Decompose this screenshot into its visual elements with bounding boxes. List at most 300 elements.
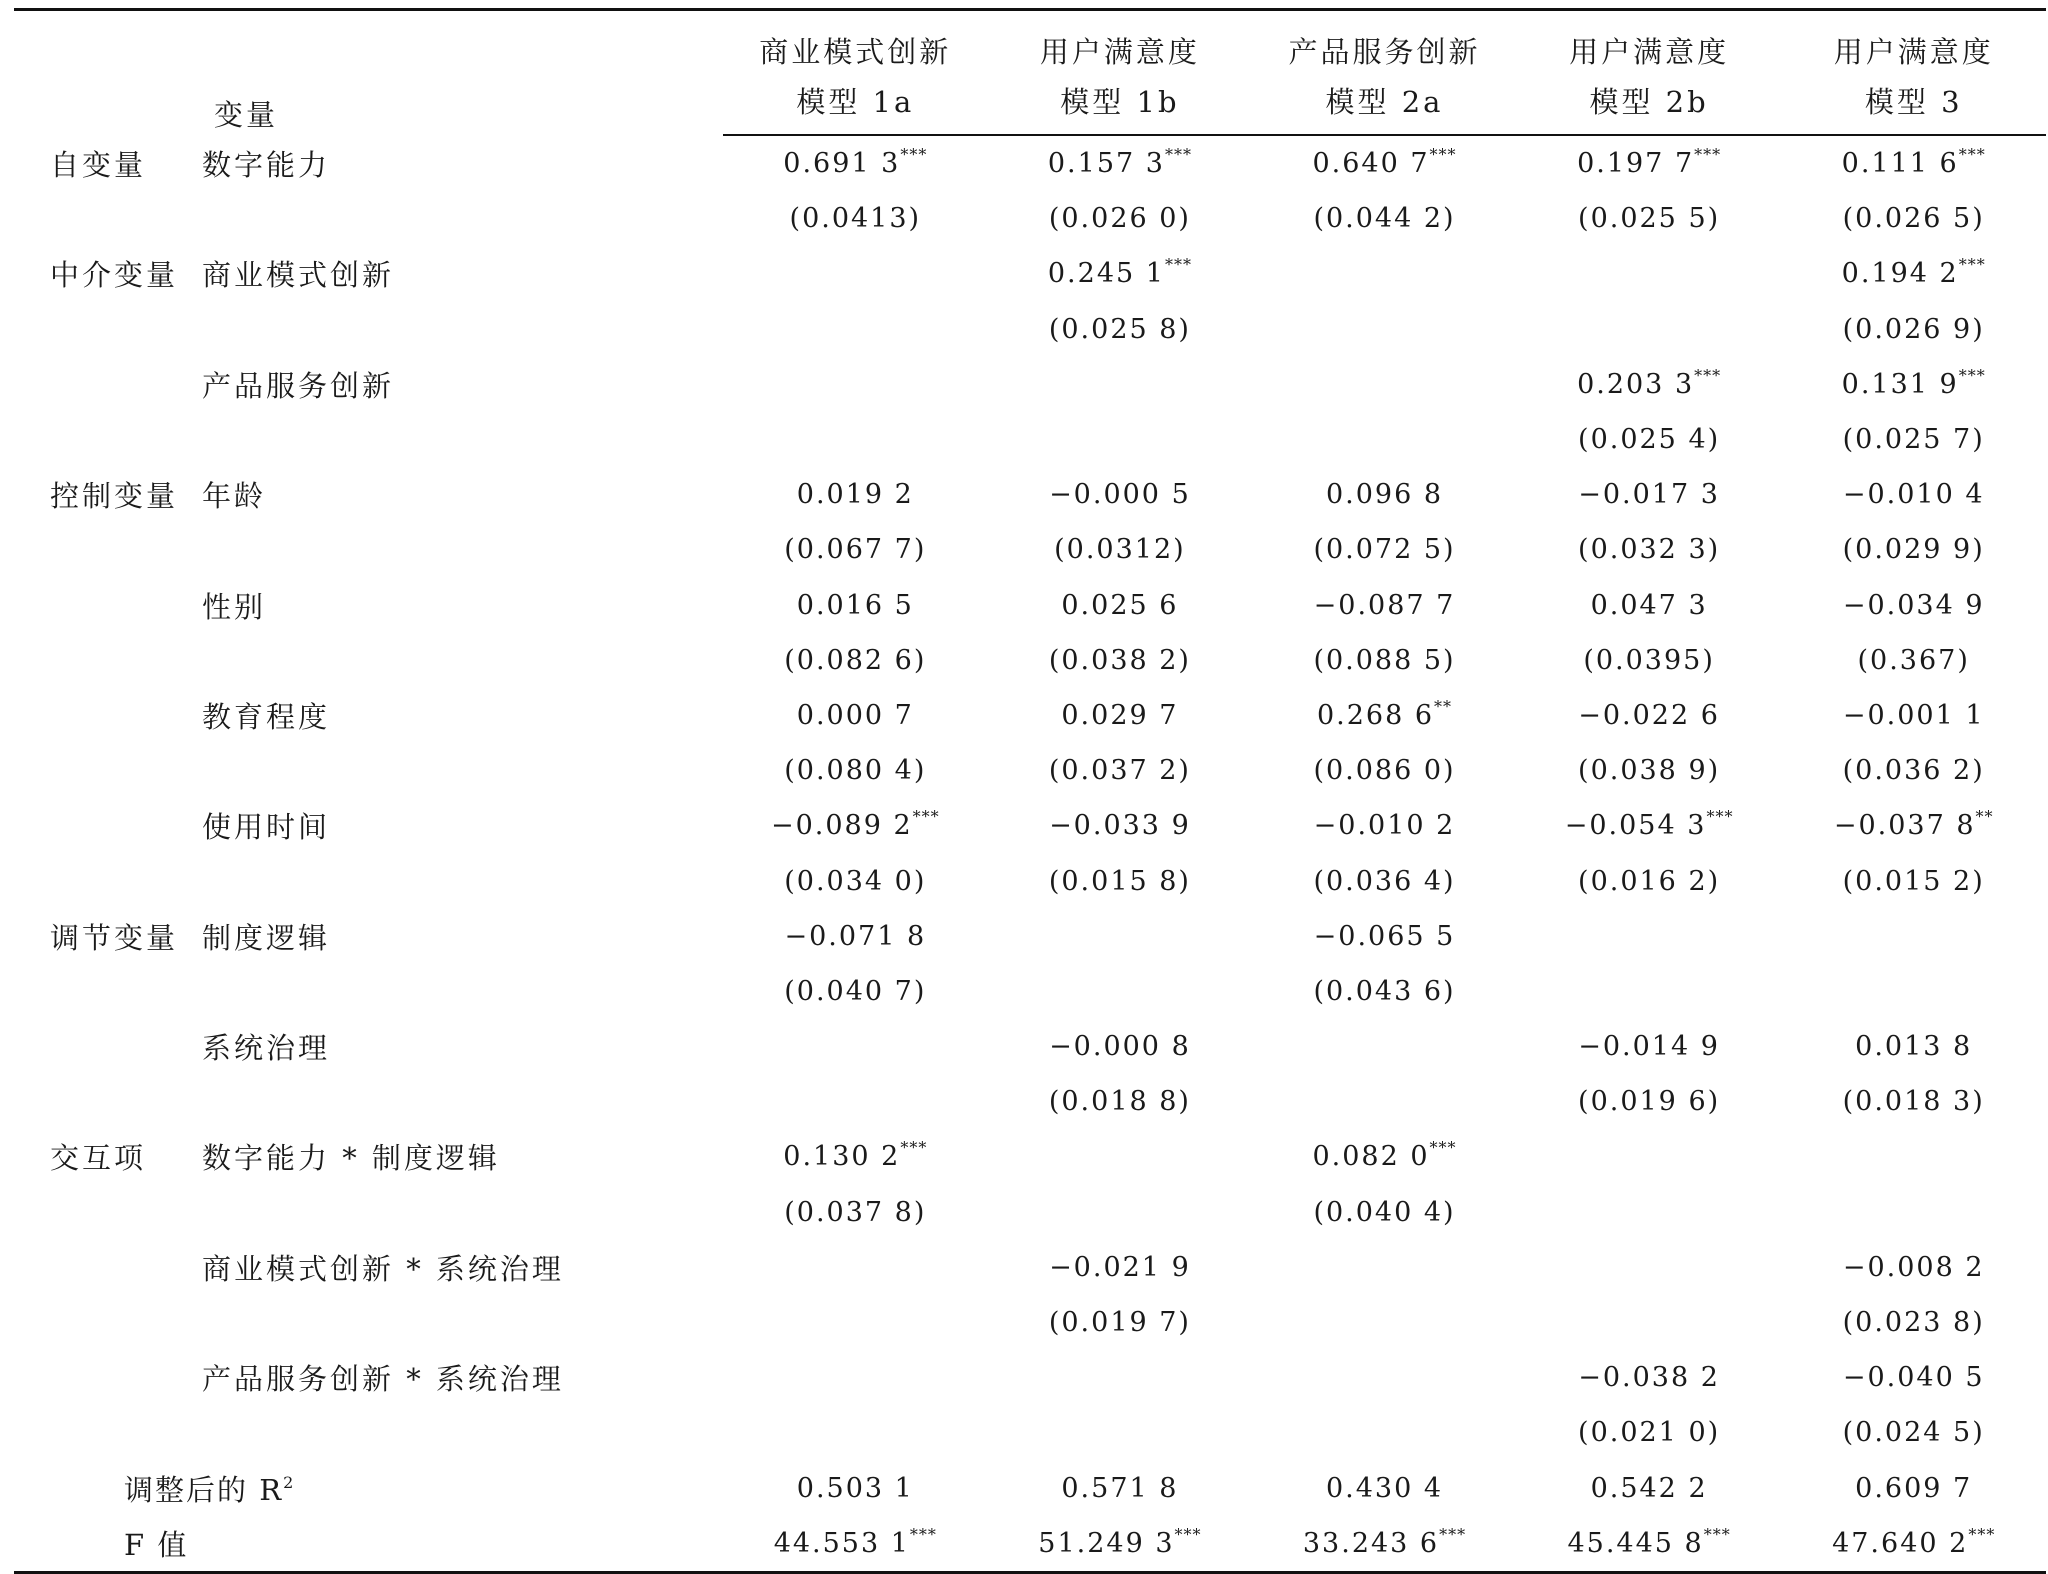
- coefficient-cell-text: −0.001 1: [1842, 699, 1985, 731]
- model-stat-value-text: 51.249 3: [1038, 1527, 1175, 1559]
- standard-error-cell-text: (0.029 9): [1842, 534, 1985, 566]
- coefficient-cell: [988, 246, 1253, 301]
- standard-error-cell: [723, 302, 988, 357]
- coefficient-cell-text: 0.025 6: [1061, 589, 1179, 621]
- significance-stars: **: [1975, 807, 1994, 827]
- standard-error-cell-text: (0.021 0): [1578, 1417, 1721, 1449]
- coefficient-cell: [723, 798, 988, 853]
- standard-error-cell-text: (0.082 6): [784, 644, 927, 676]
- empty-cell: [202, 1405, 723, 1460]
- variable-category: [14, 1129, 202, 1184]
- standard-error-cell: [1781, 302, 2046, 357]
- standard-error-cell-text: (0.032 3): [1578, 534, 1721, 566]
- standard-error-cell: [1781, 191, 2046, 246]
- model-stat-value-text: 0.430 4: [1325, 1472, 1444, 1504]
- empty-cell: [202, 1295, 723, 1350]
- coefficient-cell: [1781, 1019, 2046, 1074]
- model-stat-value: [1252, 1516, 1517, 1573]
- coefficient-cell-text: 0.029 7: [1061, 699, 1179, 731]
- standard-error-cell-text: (0.034 0): [784, 865, 927, 897]
- coefficient-row: [14, 246, 2046, 301]
- coefficient-cell: [723, 467, 988, 522]
- variable-category: [14, 1350, 202, 1405]
- empty-cell: [202, 633, 723, 688]
- standard-error-cell: [988, 1405, 1253, 1460]
- empty-cell: [14, 412, 202, 467]
- standard-error-cell-text: (0.025 4): [1578, 424, 1721, 456]
- coefficient-row: [14, 1019, 2046, 1074]
- coefficient-cell: [723, 1350, 988, 1405]
- coefficient-cell-text: 0.000 7: [796, 699, 914, 731]
- standard-error-cell: [1252, 1074, 1517, 1129]
- significance-stars: ***: [1174, 1524, 1202, 1544]
- variable-category-text: 中介变量: [50, 258, 179, 293]
- standard-error-row: [14, 302, 2046, 357]
- standard-error-cell: [1781, 1185, 2046, 1240]
- empty-cell: [202, 964, 723, 1019]
- standard-error-cell: [1781, 1074, 2046, 1129]
- coefficient-cell-text: −0.054 3: [1564, 810, 1707, 842]
- standard-error-cell: [988, 191, 1253, 246]
- coefficient-cell-text: −0.022 6: [1578, 699, 1720, 731]
- model-stat-label-text: 调整后的 R: [124, 1472, 284, 1507]
- standard-error-cell: [723, 964, 988, 1019]
- coefficient-row: [14, 1129, 2046, 1184]
- variable-category: [14, 909, 202, 964]
- standard-error-cell-text: (0.0413): [789, 203, 922, 235]
- variable-category: [14, 798, 202, 853]
- model-header: 模型 3: [1781, 72, 2046, 135]
- standard-error-cell: [1252, 1185, 1517, 1240]
- standard-error-cell: [988, 1185, 1253, 1240]
- coefficient-cell-text: 0.096 8: [1325, 479, 1444, 511]
- variable-name: [202, 1129, 723, 1184]
- standard-error-row: [14, 633, 2046, 688]
- standard-error-cell: [1252, 1295, 1517, 1350]
- coefficient-cell: [988, 467, 1253, 522]
- variable-name-text: 制度逻辑: [202, 920, 331, 955]
- significance-stars: ***: [1706, 807, 1734, 827]
- standard-error-cell-text: (0.067 7): [784, 534, 927, 566]
- standard-error-row: [14, 1295, 2046, 1350]
- coefficient-cell: [988, 357, 1253, 412]
- variable-name-text: 数字能力 * 制度逻辑: [202, 1141, 500, 1176]
- standard-error-cell: [988, 743, 1253, 798]
- standard-error-cell: [1781, 633, 2046, 688]
- coefficient-cell: [1252, 578, 1517, 633]
- standard-error-cell: [988, 1295, 1253, 1350]
- empty-cell: [202, 853, 723, 908]
- coefficient-cell: [1252, 246, 1517, 301]
- variable-category: [14, 1019, 202, 1074]
- empty-cell: [14, 191, 202, 246]
- variable-name: [202, 467, 723, 522]
- model-stat-value-text: 0.542 2: [1590, 1472, 1708, 1504]
- variable-category-text: 自变量: [50, 147, 147, 182]
- coefficient-cell-text: 0.157 3: [1047, 148, 1165, 180]
- model-stat-label: [14, 1516, 723, 1573]
- standard-error-cell-text: (0.024 5): [1842, 1417, 1985, 1449]
- standard-error-cell-text: (0.026 0): [1048, 203, 1191, 235]
- coefficient-cell: [1781, 1129, 2046, 1184]
- standard-error-cell: [1517, 522, 1782, 577]
- significance-stars: ***: [912, 807, 940, 827]
- standard-error-cell: [1252, 633, 1517, 688]
- variable-category-text: 调节变量: [50, 920, 179, 955]
- significance-stars: ***: [1694, 365, 1722, 385]
- standard-error-cell: [1517, 853, 1782, 908]
- variable-name-text: 性别: [202, 589, 267, 624]
- standard-error-cell-text: (0.043 6): [1313, 975, 1456, 1007]
- standard-error-cell: [988, 1074, 1253, 1129]
- coefficient-cell: [988, 1350, 1253, 1405]
- coefficient-cell-text: 0.047 3: [1590, 589, 1708, 621]
- empty-cell: [14, 302, 202, 357]
- coefficient-cell: [1252, 798, 1517, 853]
- dependent-variable-header: 产品服务创新: [1252, 10, 1517, 73]
- coefficient-cell: [1252, 1019, 1517, 1074]
- variable-name-text: 商业模式创新: [202, 258, 395, 293]
- variable-name: [202, 1019, 723, 1074]
- coefficient-cell: [988, 798, 1253, 853]
- variable-name-text: 年龄: [202, 479, 267, 514]
- empty-cell: [14, 522, 202, 577]
- coefficient-cell: [1252, 357, 1517, 412]
- standard-error-cell-text: (0.026 5): [1842, 203, 1985, 235]
- coefficient-cell-text: 0.268 6: [1316, 699, 1435, 731]
- empty-cell: [202, 1074, 723, 1129]
- standard-error-cell: [1517, 191, 1782, 246]
- model-stat-value: [723, 1461, 988, 1516]
- model-stat-value: [1781, 1516, 2046, 1573]
- coefficient-cell: [1517, 135, 1782, 191]
- coefficient-cell: [1781, 467, 2046, 522]
- standard-error-cell-text: (0.038 2): [1048, 644, 1191, 676]
- standard-error-cell: [1781, 1295, 2046, 1350]
- standard-error-cell: [1517, 1185, 1782, 1240]
- standard-error-cell: [1252, 743, 1517, 798]
- coefficient-row: [14, 135, 2046, 191]
- empty-cell: [14, 853, 202, 908]
- coefficient-cell: [723, 688, 988, 743]
- significance-stars: ***: [1694, 145, 1722, 165]
- empty-cell: [14, 743, 202, 798]
- variable-category-text: 控制变量: [50, 479, 179, 514]
- standard-error-cell: [1252, 964, 1517, 1019]
- coefficient-cell-text: 0.082 0: [1312, 1141, 1430, 1173]
- significance-stars: ***: [1958, 365, 1986, 385]
- standard-error-cell: [1517, 1074, 1782, 1129]
- coefficient-cell: [1252, 688, 1517, 743]
- significance-stars: ***: [1429, 1138, 1457, 1158]
- coefficient-cell: [988, 135, 1253, 191]
- standard-error-cell-text: (0.015 8): [1048, 865, 1191, 897]
- coefficient-cell: [723, 909, 988, 964]
- coefficient-row: [14, 1240, 2046, 1295]
- model-header: 模型 2a: [1252, 72, 1517, 135]
- standard-error-cell-text: (0.023 8): [1842, 1307, 1985, 1339]
- empty-cell: [14, 1074, 202, 1129]
- coefficient-cell-text: −0.065 5: [1313, 920, 1456, 952]
- coefficient-cell: [1252, 1240, 1517, 1295]
- model-stat-value: [988, 1461, 1253, 1516]
- significance-stars: ***: [1703, 1524, 1731, 1544]
- dependent-variable-header: 用户满意度: [1517, 10, 1782, 73]
- coefficient-cell-text: −0.014 9: [1578, 1031, 1720, 1063]
- coefficient-cell-text: −0.000 8: [1049, 1031, 1191, 1063]
- variable-name: [202, 578, 723, 633]
- coefficient-cell-text: 0.691 3: [783, 148, 901, 180]
- standard-error-cell-text: (0.367): [1857, 644, 1970, 676]
- standard-error-cell: [988, 412, 1253, 467]
- standard-error-cell-text: (0.086 0): [1313, 755, 1456, 787]
- coefficient-cell: [1517, 798, 1782, 853]
- coefficient-cell-text: 0.013 8: [1855, 1031, 1973, 1063]
- variable-name: [202, 688, 723, 743]
- variable-name: [202, 1240, 723, 1295]
- standard-error-cell: [723, 412, 988, 467]
- variable-name: [202, 798, 723, 853]
- significance-stars: ***: [900, 145, 928, 165]
- variable-name-text: 产品服务创新: [202, 368, 395, 403]
- coefficient-cell-text: −0.038 2: [1578, 1362, 1720, 1394]
- coefficient-cell: [1517, 909, 1782, 964]
- standard-error-row: [14, 191, 2046, 246]
- coefficient-cell: [1781, 688, 2046, 743]
- standard-error-cell: [723, 1295, 988, 1350]
- standard-error-cell: [988, 964, 1253, 1019]
- coefficient-cell: [1517, 1019, 1782, 1074]
- coefficient-cell: [1517, 688, 1782, 743]
- coefficient-cell: [988, 1240, 1253, 1295]
- coefficient-cell: [988, 688, 1253, 743]
- variable-name-text: 系统治理: [202, 1031, 331, 1066]
- variable-name: [202, 1350, 723, 1405]
- standard-error-cell: [723, 1405, 988, 1460]
- model-header: 模型 1b: [988, 72, 1253, 135]
- model-stat-label-text: F 值: [124, 1527, 189, 1562]
- standard-error-cell-text: (0.038 9): [1578, 755, 1721, 787]
- standard-error-cell-text: (0.018 8): [1048, 1086, 1191, 1118]
- empty-cell: [202, 191, 723, 246]
- coefficient-cell-text: −0.071 8: [784, 920, 927, 952]
- coefficient-cell-text: −0.010 2: [1313, 810, 1456, 842]
- coefficient-cell-text: 0.131 9: [1841, 368, 1959, 400]
- coefficient-cell: [1517, 357, 1782, 412]
- coefficient-cell: [1517, 1240, 1782, 1295]
- regression-table: [14, 8, 2046, 1574]
- model-stat-value-text: 0.503 1: [796, 1472, 914, 1504]
- standard-error-cell: [988, 633, 1253, 688]
- dependent-variable-header: 用户满意度: [988, 10, 1253, 73]
- variable-name-text: 使用时间: [202, 810, 331, 845]
- coefficient-cell: [1781, 1240, 2046, 1295]
- coefficient-row: [14, 798, 2046, 853]
- coefficient-cell: [1252, 135, 1517, 191]
- variable-name: [202, 135, 723, 191]
- standard-error-cell: [1252, 522, 1517, 577]
- coefficient-cell: [988, 578, 1253, 633]
- standard-error-cell-text: (0.025 7): [1842, 424, 1985, 456]
- table-body: [14, 135, 2046, 1572]
- model-stat-value: [1781, 1461, 2046, 1516]
- standard-error-cell: [1252, 1405, 1517, 1460]
- empty-cell: [202, 743, 723, 798]
- coefficient-cell: [1781, 246, 2046, 301]
- coefficient-cell: [988, 1019, 1253, 1074]
- variable-name: [202, 909, 723, 964]
- coefficient-cell: [1517, 578, 1782, 633]
- variable-name-text: 商业模式创新 * 系统治理: [202, 1251, 564, 1286]
- coefficient-row: [14, 688, 2046, 743]
- model-stat-value: [988, 1516, 1253, 1573]
- standard-error-cell: [1517, 412, 1782, 467]
- coefficient-cell: [1517, 467, 1782, 522]
- coefficient-row: [14, 578, 2046, 633]
- variable-category-text: 交互项: [50, 1141, 147, 1176]
- significance-stars: ***: [1439, 1524, 1467, 1544]
- significance-stars: ***: [1164, 145, 1192, 165]
- coefficient-row: [14, 357, 2046, 412]
- standard-error-cell-text: (0.019 7): [1048, 1307, 1191, 1339]
- coefficient-row: [14, 1350, 2046, 1405]
- coefficient-cell-text: −0.033 9: [1049, 810, 1191, 842]
- standard-error-cell-text: (0.0395): [1583, 644, 1715, 676]
- model-header: 模型 1a: [723, 72, 988, 135]
- coefficient-cell: [1781, 798, 2046, 853]
- standard-error-cell: [1781, 964, 2046, 1019]
- coefficient-cell-text: −0.010 4: [1842, 479, 1985, 511]
- standard-error-cell-text: (0.018 3): [1842, 1086, 1985, 1118]
- model-stat-value: [1517, 1516, 1782, 1573]
- model-stat-value: [1517, 1461, 1782, 1516]
- standard-error-cell-text: (0.072 5): [1313, 534, 1456, 566]
- coefficient-cell-text: 0.203 3: [1577, 368, 1695, 400]
- standard-error-cell-text: (0.044 2): [1313, 203, 1456, 235]
- standard-error-row: [14, 853, 2046, 908]
- coefficient-cell: [723, 1019, 988, 1074]
- significance-stars: ***: [900, 1138, 928, 1158]
- standard-error-cell: [1517, 1295, 1782, 1350]
- coefficient-cell: [723, 246, 988, 301]
- standard-error-cell: [1252, 412, 1517, 467]
- standard-error-cell-text: (0.037 8): [784, 1196, 927, 1228]
- coefficient-cell-text: 0.640 7: [1312, 148, 1430, 180]
- coefficient-cell: [1517, 246, 1782, 301]
- table-header: [14, 10, 2046, 136]
- standard-error-cell: [1517, 633, 1782, 688]
- coefficient-cell-text: 0.019 2: [796, 479, 914, 511]
- empty-cell: [14, 964, 202, 1019]
- standard-error-cell-text: (0.019 6): [1578, 1086, 1721, 1118]
- standard-error-cell: [1781, 1405, 2046, 1460]
- standard-error-cell: [1252, 191, 1517, 246]
- standard-error-cell-text: (0.0312): [1054, 534, 1186, 566]
- coefficient-row: [14, 467, 2046, 522]
- dependent-variable-header: 用户满意度: [1781, 10, 2046, 73]
- coefficient-cell: [1781, 1350, 2046, 1405]
- significance-stars: ***: [1958, 255, 1986, 275]
- model-stat-value: [1252, 1461, 1517, 1516]
- coefficient-cell-text: −0.000 5: [1049, 479, 1191, 511]
- coefficient-cell: [1252, 467, 1517, 522]
- coefficient-cell: [1252, 1350, 1517, 1405]
- coefficient-cell: [723, 357, 988, 412]
- standard-error-cell-text: (0.025 5): [1578, 203, 1721, 235]
- standard-error-cell: [1517, 964, 1782, 1019]
- coefficient-cell-text: −0.034 9: [1842, 589, 1985, 621]
- standard-error-cell-text: (0.037 2): [1048, 755, 1191, 787]
- standard-error-cell-text: (0.040 7): [784, 975, 927, 1007]
- variable-name-text: 数字能力: [202, 147, 331, 182]
- standard-error-cell: [723, 1074, 988, 1129]
- significance-stars: ***: [1958, 145, 1986, 165]
- standard-error-cell: [1517, 743, 1782, 798]
- model-stat-value-text: 44.553 1: [773, 1527, 910, 1559]
- standard-error-cell-text: (0.026 9): [1842, 313, 1985, 345]
- standard-error-row: [14, 1185, 2046, 1240]
- empty-cell: [14, 1295, 202, 1350]
- standard-error-cell: [1517, 302, 1782, 357]
- standard-error-cell: [988, 853, 1253, 908]
- empty-cell: [202, 1185, 723, 1240]
- standard-error-cell: [723, 633, 988, 688]
- standard-error-cell: [1517, 1405, 1782, 1460]
- coefficient-cell: [1781, 135, 2046, 191]
- significance-stars: ***: [1164, 255, 1192, 275]
- variable-category: [14, 135, 202, 191]
- significance-stars: **: [1434, 696, 1453, 716]
- model-stat-row: [14, 1461, 2046, 1516]
- model-stat-value-text: 47.640 2: [1832, 1527, 1969, 1559]
- standard-error-row: [14, 1405, 2046, 1460]
- standard-error-cell: [988, 522, 1253, 577]
- significance-stars: ***: [909, 1524, 937, 1544]
- variable-category: [14, 467, 202, 522]
- model-stat-value-text: 45.445 8: [1567, 1527, 1704, 1559]
- standard-error-cell: [723, 853, 988, 908]
- standard-error-cell-text: (0.080 4): [784, 755, 927, 787]
- standard-error-cell: [723, 191, 988, 246]
- coefficient-cell: [723, 1129, 988, 1184]
- coefficient-cell: [1252, 1129, 1517, 1184]
- standard-error-cell-text: (0.025 8): [1048, 313, 1191, 345]
- variable-column-header: 变量: [14, 10, 723, 136]
- coefficient-cell: [1781, 578, 2046, 633]
- standard-error-row: [14, 964, 2046, 1019]
- empty-cell: [14, 1405, 202, 1460]
- standard-error-cell: [988, 302, 1253, 357]
- variable-category: [14, 578, 202, 633]
- model-stat-value-text: 0.609 7: [1855, 1472, 1973, 1504]
- standard-error-cell: [723, 522, 988, 577]
- coefficient-cell-text: 0.197 7: [1577, 148, 1695, 180]
- coefficient-cell-text: −0.089 2: [770, 810, 913, 842]
- coefficient-cell-text: 0.245 1: [1047, 258, 1165, 290]
- coefficient-cell-text: −0.008 2: [1842, 1251, 1985, 1283]
- coefficient-cell-text: −0.017 3: [1578, 479, 1720, 511]
- variable-category: [14, 246, 202, 301]
- coefficient-cell-text: 0.111 6: [1841, 148, 1959, 180]
- coefficient-cell: [723, 135, 988, 191]
- empty-cell: [14, 1185, 202, 1240]
- empty-cell: [202, 302, 723, 357]
- label-superscript: 2: [283, 1472, 295, 1492]
- model-stat-value: [723, 1516, 988, 1573]
- coefficient-cell: [1781, 357, 2046, 412]
- empty-cell: [202, 412, 723, 467]
- model-header: 模型 2b: [1517, 72, 1782, 135]
